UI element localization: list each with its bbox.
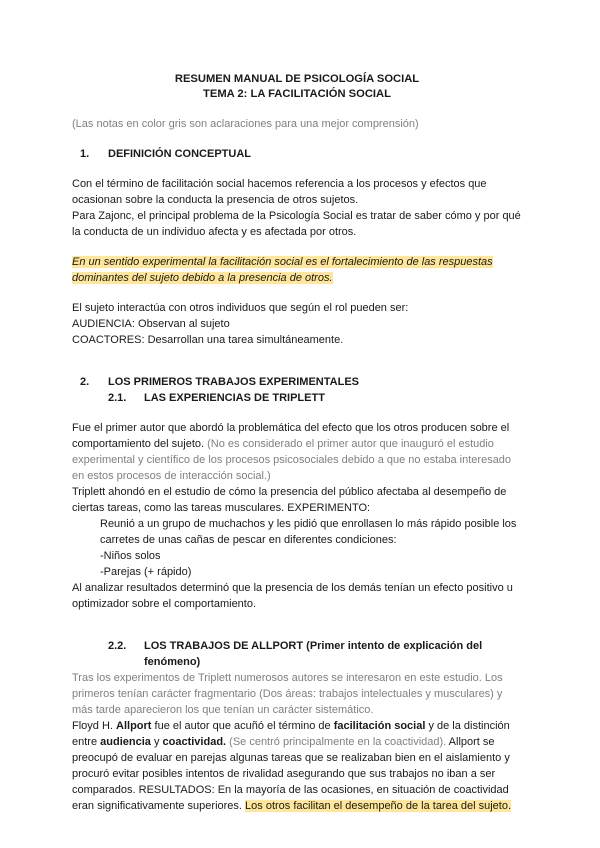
triplett-paragraph-1 [72, 420, 522, 484]
section-1-number: 1. [80, 148, 90, 160]
subsection-2-1-number: 2.1. [108, 392, 127, 404]
gray-note: (Las notas en color gris son aclaraciones para una mejor comprensión) [72, 118, 419, 130]
role-audiencia: AUDIENCIA: Observan al sujeto [72, 318, 230, 330]
condition-2: -Parejas (+ rápido) [100, 566, 192, 578]
title-line-1: RESUMEN MANUAL DE PSICOLOGÍA SOCIAL [174, 73, 420, 85]
condition-1: -Niños solos [100, 550, 161, 562]
role-coactores: COACTORES: Desarrollan una tarea simultáneamente. [72, 334, 344, 346]
allport-gray-intro: Tras los experimentos de Triplett numerosos autores se interesaron en este estudio. Los primeros tenían carácter fragmentario (Dos áreas: trabajos intelectuales y musculares) y más tarde aparecieron los que tenían un carácter sistemático. [72, 672, 503, 716]
triplett-conclusion: Al analizar resultados determinó que la presencia de los demás tenían un efecto positivo u optimizador sobre el comportamiento. [72, 582, 513, 610]
experiment-description [72, 516, 522, 548]
allport-paragraph [72, 718, 522, 814]
subsection-2-1-title: LAS EXPERIENCIAS DE TRIPLETT [144, 392, 325, 404]
title-line-2: TEMA 2: LA FACILITACIÓN SOCIAL [203, 88, 391, 100]
highlighted-definition [72, 254, 522, 286]
term-audiencia: audiencia [100, 736, 151, 748]
section-2-number: 2. [80, 376, 90, 388]
allport-gray-note: (Se centró principalmente en la coactividad). [226, 736, 447, 748]
subsection-2-1-heading [72, 390, 522, 406]
experiment-text: Reunió a un grupo de muchachos y les pidió que enrollasen lo más rápido posible los carretes de unas cañas de pescar en diferentes condiciones: [100, 518, 517, 546]
subsection-2-2-title: LOS TRABAJOS DE ALLPORT (Primer intento de explicación del fenómeno) [144, 640, 483, 668]
allport-text-c: fue el autor que acuñó el término de [151, 720, 334, 732]
section-2-heading [72, 374, 522, 390]
term-coactividad: coactividad. [162, 736, 227, 748]
allport-text-e: y de la distinción entre [72, 720, 510, 748]
triplett-p1-text: Fue el primer autor que abordó la problemática del efecto que los otros producen sobre el comportamiento del sujeto. [72, 422, 510, 450]
triplett-p1-gray-note: (No es considerado el primer autor que inauguró el estudio experimental y científico de los procesos psicosociales debido a que no estaba interesado en estos procesos de interacción social.) [72, 438, 512, 482]
section-1-heading [72, 146, 522, 162]
subsection-2-2-heading [72, 638, 522, 670]
allport-name: Allport [116, 720, 152, 732]
definition-paragraph: Con el término de facilitación social hacemos referencia a los procesos y efectos que ocasionan sobre la conducta la presencia de otros sujetos. [72, 178, 487, 206]
document-title [72, 72, 522, 102]
triplett-paragraph-2: Triplett ahondó en el estudio de cómo la presencia del público afectaba al desempeño de ciertas tareas, como las tareas musculares. EXPERIMENTO: [72, 486, 507, 514]
section-1-title: DEFINICIÓN CONCEPTUAL [108, 148, 251, 160]
highlight-text: En un sentido experimental la facilitación social es el fortalecimiento de las respuestas dominantes del sujeto debido a la presencia de otros. [72, 256, 493, 284]
zajonc-paragraph: Para Zajonc, el principal problema de la Psicología Social es tratar de saber cómo y por qué la conducta de un individuo afecta y es afectada por otros. [72, 210, 521, 238]
document-page [72, 72, 522, 814]
term-facilitacion-social: facilitación social [333, 720, 426, 732]
roles-intro: El sujeto interactúa con otros individuos que según el rol pueden ser: [72, 302, 409, 314]
allport-results: Allport se preocupó de evaluar en parejas algunas tareas que se realizaban bien en el aislamiento y procuró evitar posibles intentos de rivalidad asegurando que sus trabajos no iban a ser comparados. RESULTADOS: En la mayoría de las ocasiones, en situación de coactividad eran significativamente superiores. [72, 736, 510, 812]
allport-text-a: Floyd H. [72, 720, 117, 732]
subsection-2-2-number: 2.2. [108, 640, 127, 652]
allport-highlight: Los otros facilitan el desempeño de la tarea del sujeto. [245, 800, 512, 812]
section-2-title: LOS PRIMEROS TRABAJOS EXPERIMENTALES [108, 376, 359, 388]
allport-text-g: y [150, 736, 163, 748]
